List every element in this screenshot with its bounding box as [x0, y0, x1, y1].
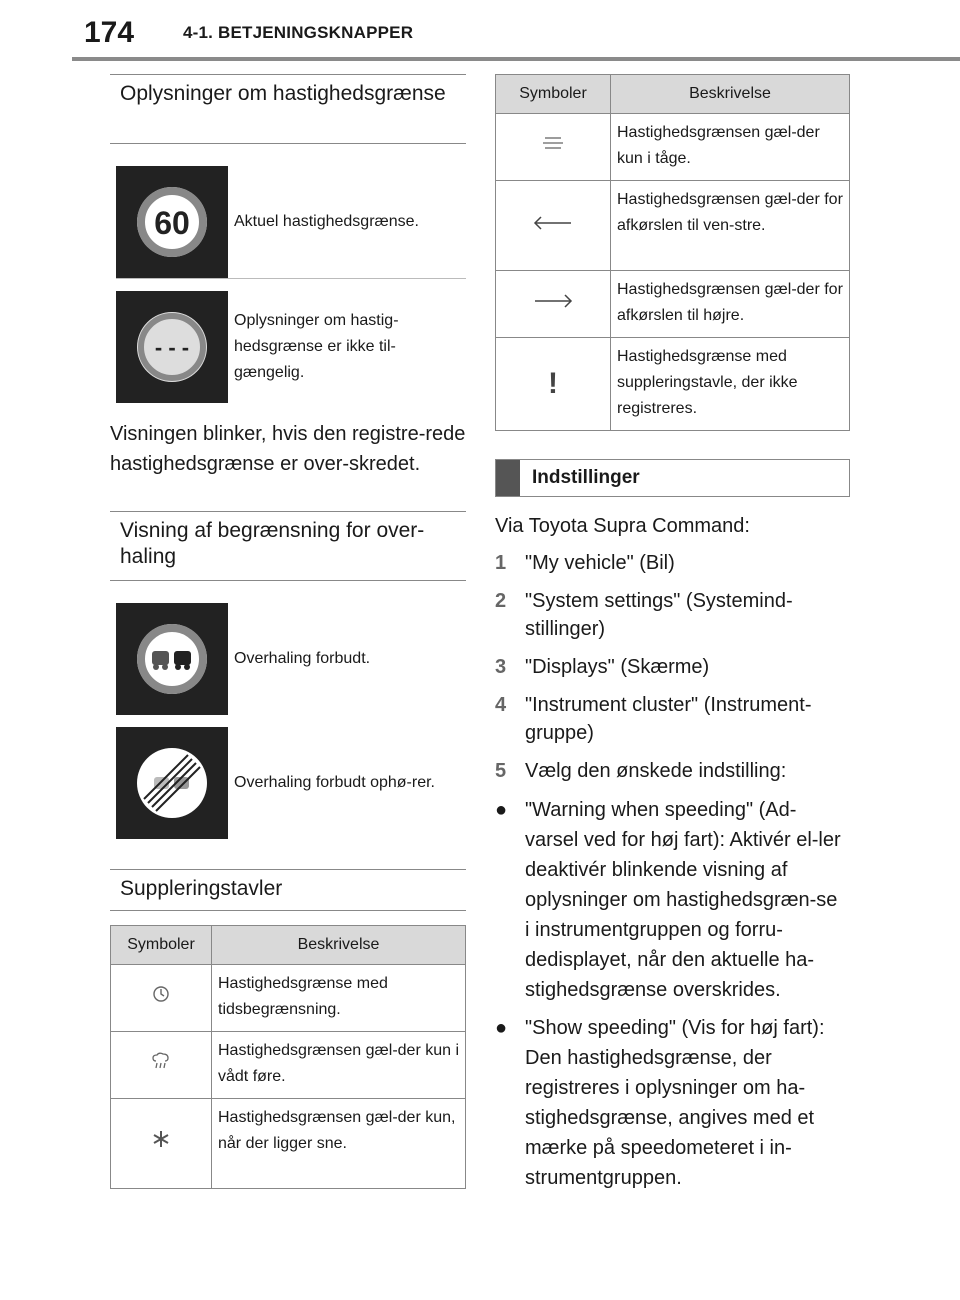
table-row [111, 965, 466, 1032]
column-header-symbol: Symboler [496, 75, 611, 114]
step-number: 4 [495, 694, 507, 716]
step-text: Vælg den ønskede indstilling: [525, 760, 787, 782]
table-row [496, 338, 850, 431]
step-text: "My vehicle" (Bil) [525, 552, 675, 574]
speed-unavailable-sign [116, 291, 228, 403]
header-divider [72, 57, 960, 61]
fog-icon [496, 114, 611, 181]
row-description: Hastighedsgrænsen gæl-der for afkørslen til ven-stre. [611, 181, 850, 271]
speed-limit-info-heading: Oplysninger om hastighedsgrænse [110, 74, 466, 144]
step-number: 1 [495, 552, 507, 574]
table-row [496, 271, 850, 338]
step-item [495, 757, 850, 785]
bullet-text: "Show speeding" (Vis for høj fart): Den hastighedsgrænse, der registreres i oplysninger om ha-stighedsgrænse, angives med et mærke på speedometeret i in-strumentgruppen. [525, 1017, 825, 1189]
arrow-right-icon [496, 271, 611, 338]
table-row [496, 114, 850, 181]
row-description: Hastighedsgrænse med tidsbegrænsning. [212, 965, 466, 1032]
rain-icon [111, 1032, 212, 1099]
step-text: "System settings" (Systemind-stillinger) [525, 590, 793, 640]
step-number: 2 [495, 590, 507, 612]
supplementary-table [110, 925, 466, 1189]
row-description: Hastighedsgrænse med suppleringstavle, der ikke registreres. [611, 338, 850, 431]
settings-heading [495, 459, 850, 497]
sign-description: Aktuel hastighedsgrænse. [234, 213, 419, 230]
sign-description: Oplysninger om hastig-hedsgrænse er ikke til-gængelig. [234, 312, 399, 381]
page-number: 174 [84, 16, 135, 49]
row-description: Hastighedsgrænsen gæl-der kun, når der ligger sne. [212, 1099, 466, 1189]
settings-title: Indstillinger [532, 467, 640, 488]
right-column [495, 74, 850, 1201]
step-item [495, 587, 850, 643]
clock-icon [111, 965, 212, 1032]
bullet-dot-icon: ● [495, 799, 508, 821]
blink-paragraph: Visningen blinker, hvis den registre-rede hastighedsgrænse er over-skredet. [110, 423, 466, 475]
step-text: "Instrument cluster" (Instrument-gruppe) [525, 694, 812, 744]
table-row [111, 1099, 466, 1189]
step-item [495, 653, 850, 681]
sign-description: Overhaling forbudt ophø-rer. [234, 774, 435, 791]
bullet-text: "Warning when speeding" (Ad-varsel ved for høj fart): Aktivér el-ler deaktivér blinkende visning af oplysninger om hastighedsgræn-se i instrumentgruppen og forru-dedisplayet, når den aktuelle ha-stighedsgrænse overskrides. [525, 799, 841, 1001]
row-description: Hastighedsgrænsen gæl-der kun i vådt føre. [212, 1032, 466, 1099]
supplementary-table-continued [495, 74, 850, 431]
section-title: 4-1. BETJENINGSKNAPPER [183, 23, 414, 42]
column-header-description: Beskrivelse [611, 75, 850, 114]
column-header-description: Beskrivelse [212, 926, 466, 965]
bullet-item [495, 1013, 850, 1193]
speed-value: 60 [154, 205, 190, 241]
arrow-left-icon [496, 181, 611, 271]
table-row [496, 181, 850, 271]
settings-intro: Via Toyota Supra Command: [495, 515, 750, 537]
step-number: 5 [495, 760, 507, 782]
bullet-item [495, 795, 850, 1005]
page-header [0, 0, 960, 64]
no-overtaking-sign [116, 603, 228, 715]
speed-60-sign [116, 166, 228, 278]
sign-row [116, 291, 466, 403]
sign-row [116, 603, 466, 715]
exclamation-icon: ! [496, 338, 611, 431]
left-column [110, 74, 466, 1189]
sign-row [116, 727, 466, 839]
row-description: Hastighedsgrænsen gæl-der kun i tåge. [611, 114, 850, 181]
step-item [495, 549, 850, 577]
sign-description: Overhaling forbudt. [234, 650, 371, 667]
sign-row [116, 166, 466, 279]
column-header-symbol: Symboler [111, 926, 212, 965]
bullet-dot-icon: ● [495, 1017, 508, 1039]
supplementary-heading: Suppleringstavler [110, 869, 466, 911]
unavailable-dashes: - - - [154, 335, 190, 360]
snowflake-icon [111, 1099, 212, 1189]
end-no-overtaking-sign [116, 727, 228, 839]
row-description: Hastighedsgrænsen gæl-der for afkørslen til højre. [611, 271, 850, 338]
step-number: 3 [495, 656, 507, 678]
step-item [495, 691, 850, 747]
step-text: "Displays" (Skærme) [525, 656, 710, 678]
heading-marker [496, 460, 520, 496]
table-row [111, 1032, 466, 1099]
overtaking-heading: Visning af begrænsning for over-haling [110, 511, 466, 581]
